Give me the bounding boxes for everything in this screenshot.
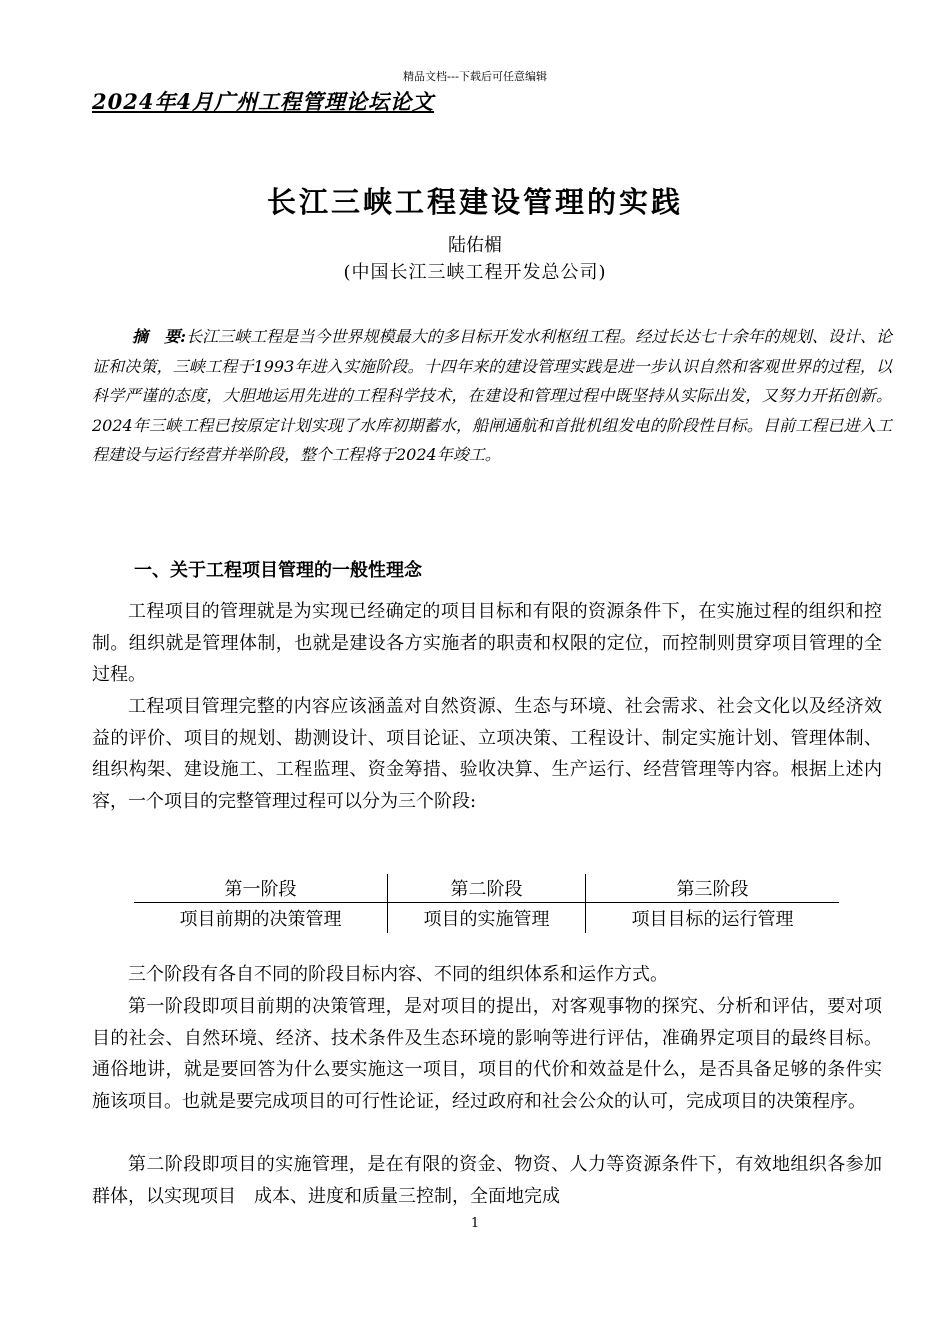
abstract-label: 摘 要: <box>132 327 187 346</box>
author: 陆佑楣 <box>448 235 502 256</box>
document-title: 长江三峡工程建设管理的实践 <box>266 185 683 219</box>
affiliation: (中国长江三峡工程开发总公司) <box>343 262 607 283</box>
table-header-cell: 第三阶段 <box>586 874 839 903</box>
table-row <box>134 903 839 934</box>
abstract <box>92 322 892 470</box>
table-cell: 项目前期的决策管理 <box>179 909 342 930</box>
paragraph: 第一阶段即项目前期的决策管理，是对项目的提出，对客观事物的探究、分析和评估，要对项目的社会、自然环境、经济、技术条件及生态环境的影响等进行评估，准确界定项目的最终目标。通俗地讲，就是要回答为什么要实施这一项目，项目的代价和效益是什么，是否具备足够的条件实施该项目。也就是要完成项目的可行性论证，经过政府和社会公众的认可，完成项目的决策程序。 <box>92 996 882 1112</box>
table-cell: 项目目标的运行管理 <box>586 903 839 934</box>
table-header-cell: 第一阶段 <box>134 874 387 903</box>
header-note: 精品文档---下载后可任意编辑 <box>403 70 547 83</box>
table-header-row <box>134 874 839 903</box>
page-number: 1 <box>470 1216 480 1231</box>
paragraph: 工程项目的管理就是为实现已经确定的项目目标和有限的资源条件下，在实施过程的组织和控制。组织就是管理体制，也就是建设各方实施者的职责和权限的定位，而控制则贯穿项目管理的全过程。 <box>92 601 882 685</box>
stages-table <box>134 874 839 933</box>
forum-line: 2024年4月广州工程管理论坛论文 <box>92 89 435 114</box>
paragraph: 工程项目管理完整的内容应该涵盖对自然资源、生态与环境、社会需求、社会文化以及经济效益的评价、项目的规划、勘测设计、项目论证、立项决策、工程设计、制定实施计划、管理体制、组织构架、建设施工、工程监理、资金筹措、验收决算、生产运行、经营管理等内容。根据上述内容，一个项目的完整管理过程可以分为三个阶段: <box>92 696 882 812</box>
paragraph: 三个阶段有各自不同的阶段目标内容、不同的组织体系和运作方式。 <box>128 964 668 985</box>
table-header-cell: 第二阶段 <box>387 874 585 903</box>
table-cell: 项目的实施管理 <box>387 903 585 934</box>
paragraph: 第二阶段即项目的实施管理，是在有限的资金、物资、人力等资源条件下，有效地组织各参加群体，以实现项目 成本、进度和质量三控制，全面地完成 <box>92 1154 882 1207</box>
section-heading: 一、关于工程项目管理的一般性理念 <box>134 560 422 581</box>
abstract-text: 长江三峡工程是当今世界规模最大的多目标开发水利枢纽工程。经过长达七十余年的规划、设计、论证和决策，三峡工程于1993年进入实施阶段。十四年来的建设管理实践是进一步认识自然和客观世界的过程，以科学严谨的态度，大胆地运用先进的工程科学技术，在建设和管理过程中既坚持从实际出发，又努力开拓创新。2024年三峡工程已按原定计划实现了水库初期蓄水，船闸通航和首批机组发电的阶段性目标。目前工程已进入工程建设与运行经营并举阶段，整个工程将于2024年竣工。 <box>92 327 892 465</box>
